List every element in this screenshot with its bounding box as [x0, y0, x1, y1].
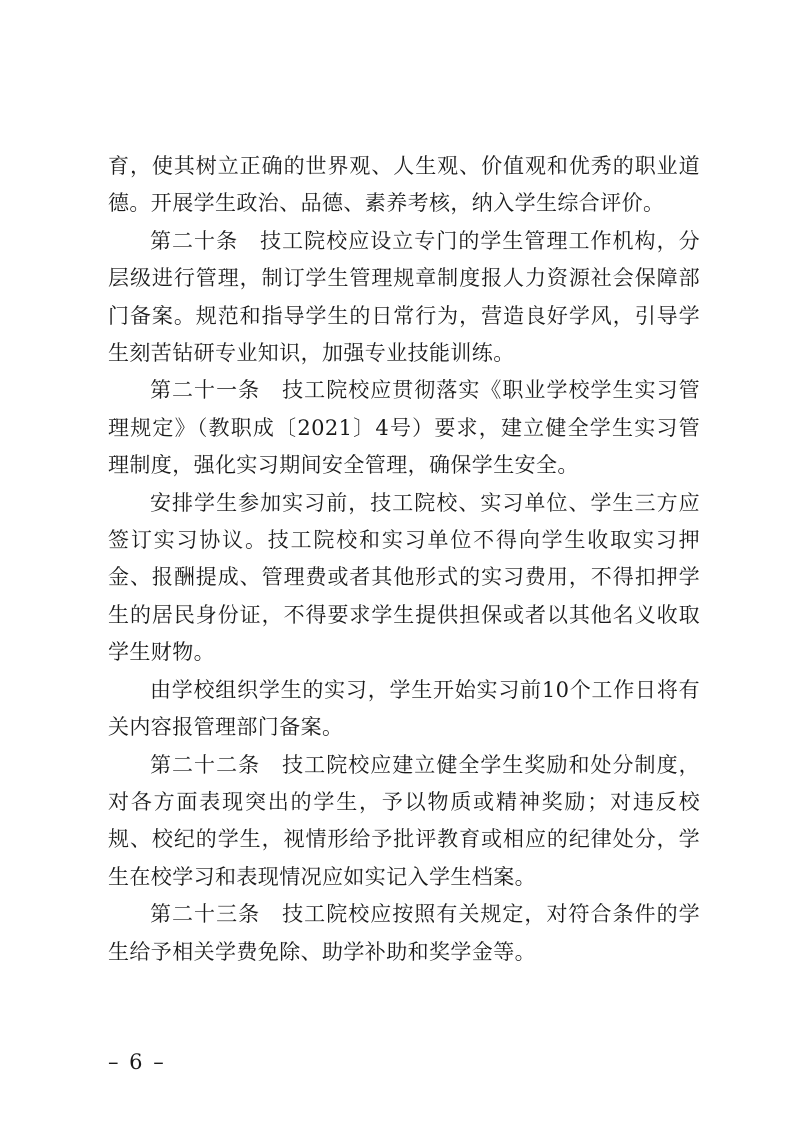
- paragraph-article-23: 第二十三条 技工院校应按照有关规定，对符合条件的学生给予相关学费免除、助学补助和奖学金等。: [108, 902, 700, 964]
- paragraph: 育，使其树立正确的世界观、人生观、价值观和优秀的职业道德。开展学生政治、品德、素养考核，纳入学生综合评价。: [108, 154, 700, 216]
- page-number: – 6 –: [108, 1050, 166, 1074]
- document-body: [108, 148, 700, 971]
- paragraph-article-20: 第二十条 技工院校应设立专门的学生管理工作机构，分层级进行管理，制订学生管理规章制度报人力资源社会保障部门备案。规范和指导学生的日常行为，营造良好学风，引导学生刻苦钻研专业知识，加强专业技能训练。: [108, 228, 700, 366]
- paragraph: 安排学生参加实习前，技工院校、实习单位、学生三方应签订实习协议。技工院校和实习单位不得向学生收取实习押金、报酬提成、管理费或者其他形式的实习费用，不得扣押学生的居民身份证，不得要求学生提供担保或者以其他名义收取学生财物。: [108, 490, 700, 665]
- paragraph: 由学校组织学生的实习，学生开始实习前10个工作日将有关内容报管理部门备案。: [108, 677, 700, 740]
- paragraph-article-22: 第二十二条 技工院校应建立健全学生奖励和处分制度，对各方面表现突出的学生，予以物质或精神奖励；对违反校规、校纪的学生，视情形给予批评教育或相应的纪律处分，学生在校学习和表现情况应如实记入学生档案。: [108, 752, 700, 889]
- paragraph-article-21: 第二十一条 技工院校应贯彻落实《职业学校学生实习管理规定》（教职成〔2021〕4号）要求，建立健全学生实习管理制度，强化实习期间安全管理，确保学生安全。: [108, 378, 700, 478]
